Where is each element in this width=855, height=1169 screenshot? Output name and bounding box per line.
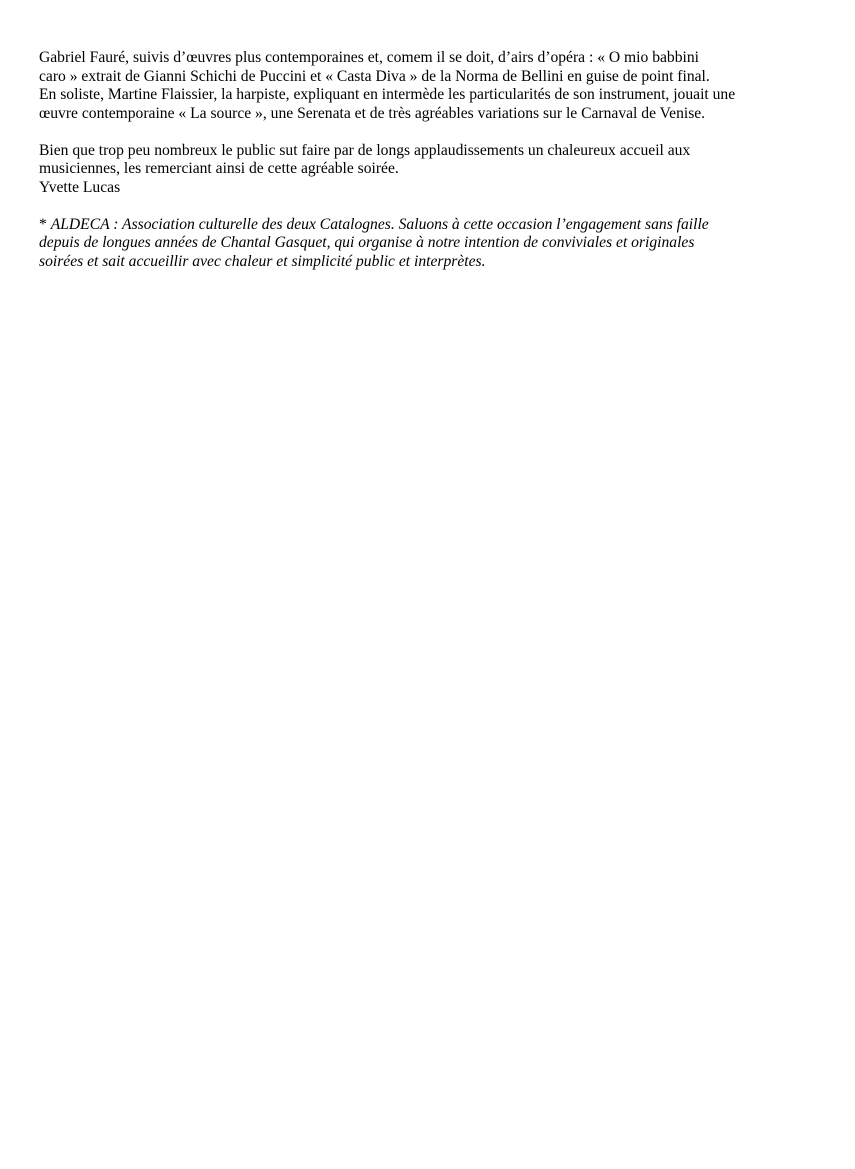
paragraph-1-line: œuvre contemporaine « La source », une Serenata et de très agréables variations sur le Carnaval de Venise. (39, 104, 706, 122)
paragraph-1-line: Gabriel Fauré, suivis d’œuvres plus contemporaines et, comem il se doit, d’airs d’opéra : « O mio babbini (39, 49, 699, 66)
article-text (39, 49, 819, 271)
paragraph-2-line: Bien que trop peu nombreux le public sut faire par de longs applaudissements un chaleureux accueil aux (39, 141, 691, 159)
footnote-marker: * (39, 215, 51, 233)
footnote-line (39, 216, 819, 235)
footnote-line: soirées et sait accueillir avec chaleur et simplicité public et interprètes. (39, 252, 486, 270)
paragraph-spacer (39, 197, 819, 216)
paragraph-1-line: caro » extrait de Gianni Schichi de Puccini et « Casta Diva » de la Norma de Bellini en guise de point final. (39, 67, 710, 85)
signature: Yvette Lucas (39, 178, 121, 196)
paragraph-spacer (39, 123, 819, 142)
paragraph-1-line: En soliste, Martine Flaissier, la harpiste, expliquant en intermède les particularités de son instrument, jouait une (39, 86, 736, 103)
footnote-text: ALDECA : Association culturelle des deux Catalognes. Saluons à cette occasion l’engagement sans faille (50, 215, 709, 233)
footnote-line: depuis de longues années de Chantal Gasquet, qui organise à notre intention de conviviales et originales (39, 234, 695, 251)
paragraph-2-line: musiciennes, les remerciant ainsi de cette agréable soirée. (39, 160, 399, 177)
